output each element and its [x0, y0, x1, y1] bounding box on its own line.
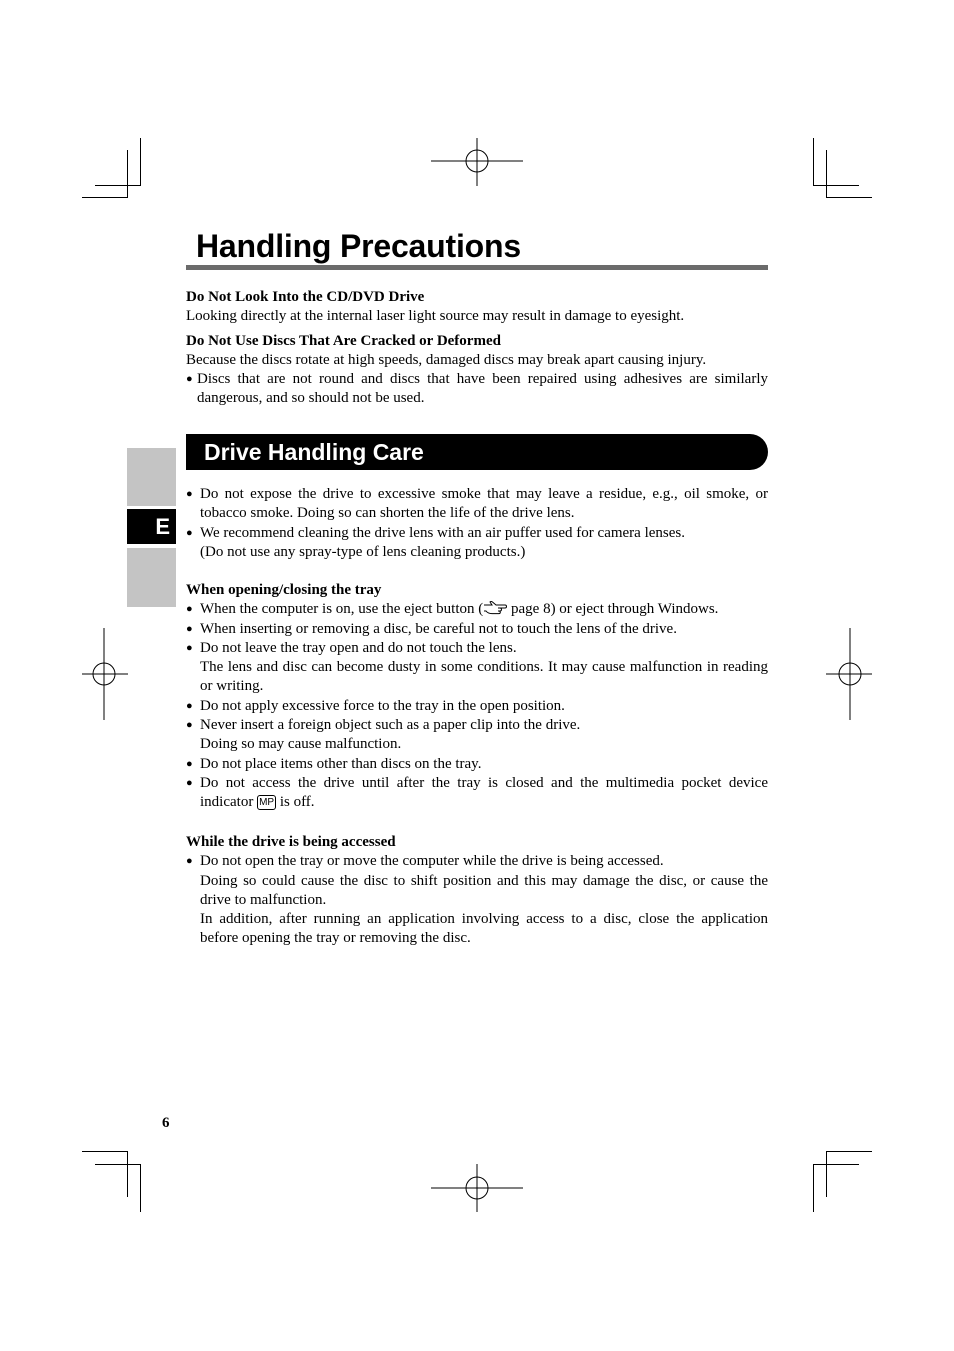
- registration-mark-left: [82, 628, 128, 720]
- side-tab-lower: [127, 548, 176, 607]
- bullet-icon: ●: [186, 641, 193, 654]
- precautions-section: [186, 288, 768, 409]
- tray-bullet-1-suffix: page 8) or eject through Windows.: [507, 601, 719, 618]
- bullet-icon: ●: [186, 373, 193, 386]
- pointing-hand-icon: [483, 600, 507, 615]
- tray-bullet-2: When inserting or removing a disc, be careful not to touch the lens of the drive.: [200, 620, 677, 637]
- bullet-icon: ●: [186, 699, 193, 712]
- title-underline: [186, 265, 768, 270]
- discs-heading: Do Not Use Discs That Are Cracked or Deformed: [186, 332, 501, 349]
- tray-bullet-5-continuation: Doing so may cause malfunction.: [200, 736, 402, 753]
- access-bullet-1: Do not open the tray or move the computer while the drive is being accessed.: [200, 853, 664, 870]
- list-item: [186, 600, 768, 619]
- bullet-icon: ●: [186, 526, 193, 539]
- discs-bullet-text: Discs that are not round and discs that have been repaired using adhesives are similarly dangerous, and so should not be used.: [197, 371, 768, 407]
- list-item: [186, 852, 768, 871]
- bullet-icon: ●: [186, 855, 193, 868]
- bullet-icon: ●: [186, 622, 193, 635]
- tray-bullet-3-continuation: The lens and disc can become dusty in some conditions. It may cause malfunction in reading or writing.: [200, 659, 768, 695]
- page-title: Handling Precautions: [196, 228, 521, 264]
- discs-text: Because the discs rotate at high speeds, damaged discs may break apart causing injury.: [186, 351, 707, 368]
- list-item: [186, 755, 768, 774]
- side-tab-language: E: [127, 509, 176, 544]
- banner-title: Drive Handling Care: [204, 439, 424, 465]
- laser-text: Looking directly at the internal laser light source may result in damage to eyesight.: [186, 308, 685, 325]
- access-continuation-2: In addition, after running an application involving access to a disc, close the application before opening the tray or removing the disc.: [200, 911, 768, 947]
- care-bullet-1: Do not expose the drive to excessive smoke that may leave a residue, e.g., oil smoke, or tobacco smoke. Doing so can shorten the life of the drive lens.: [200, 486, 768, 522]
- bullet-icon: ●: [186, 719, 193, 732]
- list-item: [186, 370, 768, 409]
- bullet-icon: ●: [186, 488, 193, 500]
- tray-bullet-7-text: Do not access the drive until after the tray is closed and the multimedia pocket device indicator: [200, 774, 768, 811]
- page-number: 6: [162, 1115, 170, 1131]
- tray-bullet-7-suffix: is off.: [276, 794, 315, 811]
- tray-bullet-1-text: When the computer is on, use the eject button (: [200, 601, 484, 618]
- tray-bullet-3: Do not leave the tray open and do not touch the lens.: [200, 639, 517, 656]
- list-item: [186, 639, 768, 658]
- side-tab-upper: [127, 448, 176, 506]
- tray-bullet-5: Never insert a foreign object such as a paper clip into the drive.: [200, 717, 581, 734]
- care-bullet-2: We recommend cleaning the drive lens with an air puffer used for camera lenses.: [200, 524, 685, 541]
- bullet-icon: ●: [186, 603, 193, 616]
- laser-heading: Do Not Look Into the CD/DVD Drive: [186, 289, 425, 305]
- list-item: [186, 716, 768, 735]
- multimedia-pocket-indicator-icon: MP: [259, 797, 275, 809]
- registration-mark-right: [826, 628, 872, 720]
- care-bullet-2-continuation: (Do not use any spray-type of lens cleaning products.): [200, 543, 526, 560]
- tray-bullet-4: Do not apply excessive force to the tray in the open position.: [200, 697, 565, 714]
- registration-mark-bottom: [431, 1164, 523, 1212]
- tray-bullet-6: Do not place items other than discs on the tray.: [200, 755, 482, 772]
- list-item: [186, 524, 768, 543]
- access-section: [186, 833, 768, 949]
- section-banner: [186, 434, 768, 470]
- registration-mark-top: [431, 138, 523, 186]
- list-item: [186, 774, 768, 813]
- bullet-icon: ●: [186, 757, 193, 770]
- tray-section: [186, 581, 768, 813]
- bullet-icon: ●: [186, 776, 193, 789]
- list-item: [186, 485, 768, 524]
- tray-heading: When opening/closing the tray: [186, 582, 382, 598]
- care-section: [186, 485, 768, 562]
- access-heading: While the drive is being accessed: [186, 834, 396, 850]
- list-item: [186, 620, 768, 639]
- access-continuation-1: Doing so could cause the disc to shift position and this may damage the disc, or cause the drive to malfunction.: [200, 872, 768, 908]
- list-item: [186, 697, 768, 716]
